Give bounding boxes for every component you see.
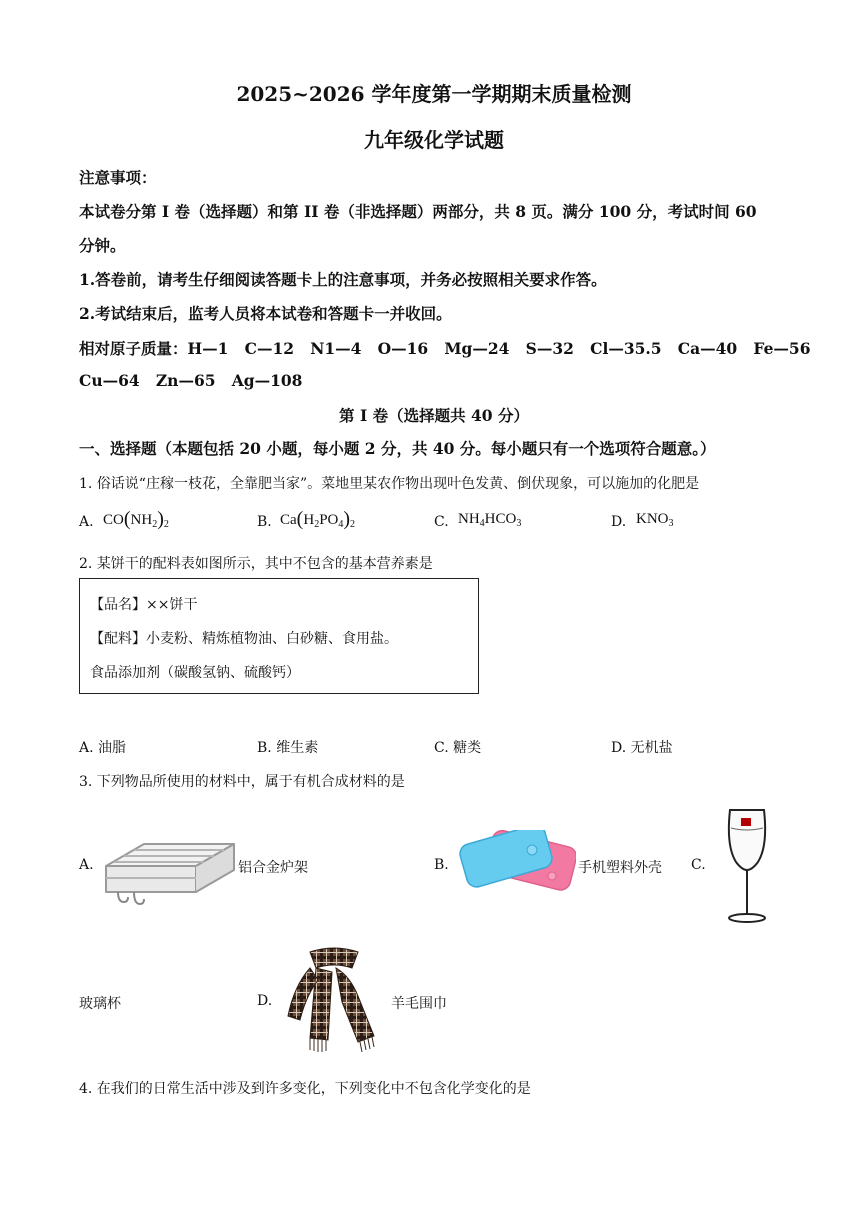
q3-option-a-label: A. <box>79 857 94 873</box>
notice-item-2: 2.考试结束后，监考人员将本试卷和答题卡一并收回。 <box>79 304 452 323</box>
q1-option-b-label: B. <box>257 514 272 530</box>
notice-heading: 注意事项： <box>79 168 157 187</box>
wool-scarf-image <box>280 946 388 1054</box>
q2-option-c: C. 糖类 <box>434 740 482 756</box>
q3-option-a-text: 铝合金炉架 <box>238 860 308 876</box>
q2-option-d: D. 无机盐 <box>611 740 673 756</box>
q3-option-c-text: 玻璃杯 <box>79 996 121 1012</box>
q1-option-d-formula: $KNO_3$ <box>636 511 674 529</box>
q1-option-a-formula: $CO(NH_2)_2$ <box>103 508 169 530</box>
q1-option-c-label: C. <box>434 514 449 530</box>
q2-option-a: A. 油脂 <box>79 740 127 756</box>
q3-option-d-label: D. <box>257 993 273 1009</box>
q2-option-b: B. 维生素 <box>257 740 319 756</box>
phone-case-image <box>456 830 576 910</box>
atomic-mass-line-2: Cu—64 Zn—65 Ag—108 <box>79 371 303 390</box>
ingredient-additives: 食品添加剂（碳酸氢钠、硫酸钙） <box>90 665 300 681</box>
q3-stem: 3. 下列物品所使用的材料中，属于有机合成材料的是 <box>79 774 405 790</box>
exam-title: 2025~2026 学年度第一学期期末质量检测 <box>236 82 632 106</box>
q3-option-c-label: C. <box>691 857 706 873</box>
q1-option-c-formula: $NH_4HCO_3$ <box>458 511 522 529</box>
q3-option-b-text: 手机塑料外壳 <box>578 860 662 876</box>
notice-line1-cont: 分钟。 <box>79 236 126 255</box>
notice-item-1: 1.答卷前，请考生仔细阅读答题卡上的注意事项，并务必按照相关要求作答。 <box>79 270 607 289</box>
q3-option-d-text: 羊毛围巾 <box>391 996 447 1012</box>
aluminum-rack-image <box>100 838 236 912</box>
q2-stem: 2. 某饼干的配料表如图所示，其中不包含的基本营养素是 <box>79 556 433 572</box>
wine-glass-image <box>722 806 772 926</box>
q1-stem: 1. 俗话说“庄稼一枝花，全靠肥当家”。菜地里某农作物出现叶色发黄、倒伏现象，可以施加的化肥是 <box>79 476 700 492</box>
ingredient-name: 【品名】××饼干 <box>90 597 198 613</box>
notice-line1: 本试卷分第 I 卷（选择题）和第 II 卷（非选择题）两部分，共 8 页。满分 100 分，考试时间 60 <box>79 202 757 221</box>
q4-stem: 4. 在我们的日常生活中涉及到许多变化，下列变化中不包含化学变化的是 <box>79 1081 531 1097</box>
q1-option-d-label: D. <box>611 514 627 530</box>
atomic-mass-line-1: 相对原子质量：H—1 C—12 N1—4 O—16 Mg—24 S—32 Cl—35.5 Ca—40 Fe—56 <box>79 339 811 358</box>
ingredient-list: 【配料】小麦粉、精炼植物油、白砂糖、食用盐。 <box>90 631 398 647</box>
q1-option-b-formula: $Ca(H_2PO_4)_2$ <box>280 508 356 530</box>
exam-subtitle: 九年级化学试题 <box>364 128 504 152</box>
q1-option-a-label: A. <box>79 514 94 530</box>
q3-option-b-label: B. <box>434 857 449 873</box>
section-title: 第 I 卷（选择题共 40 分） <box>339 406 529 425</box>
section-heading: 一、选择题（本题包括 20 小题，每小题 2 分，共 40 分。每小题只有一个选项符合题意。） <box>79 439 716 458</box>
